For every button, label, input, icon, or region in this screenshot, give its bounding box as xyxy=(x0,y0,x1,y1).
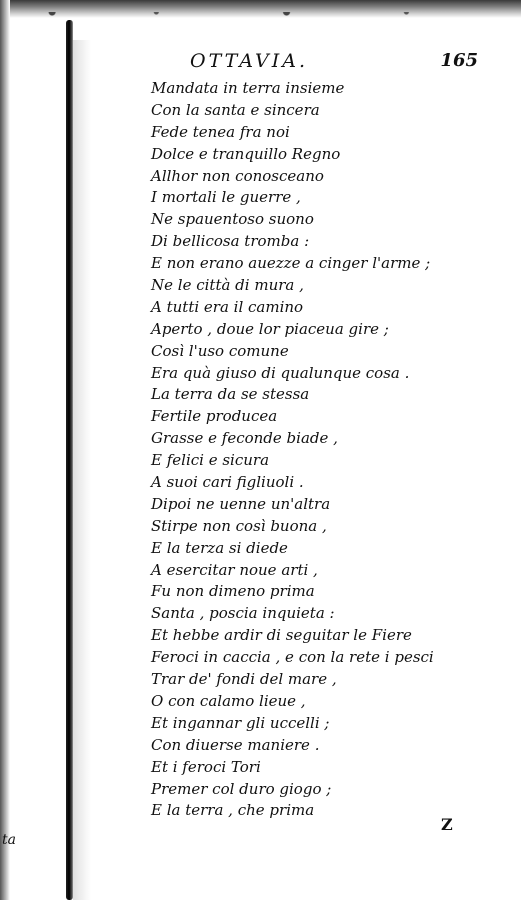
signature-mark: Z xyxy=(441,815,453,834)
gutter-shadow xyxy=(73,40,91,900)
verse-line: Feroci in caccia , e con la rete i pesci xyxy=(151,648,434,667)
verse-line: Così l'uso comune xyxy=(151,341,289,360)
verse-line: Ne spauentoso suono xyxy=(151,210,314,229)
verse-line: Et hebbe ardir di seguitar le Fiere xyxy=(151,626,412,645)
verse-line: Allhor non conosceano xyxy=(151,166,324,185)
verse-line: Di bellicosa tromba : xyxy=(151,232,310,251)
verse-line: Con la santa e sincera xyxy=(151,100,320,119)
verse-line: Era quà giuso di qualunque cosa . xyxy=(151,363,410,382)
verse-line: Dolce e tranquillo Regno xyxy=(151,144,341,163)
verse-line: O con calamo lieue , xyxy=(151,691,306,710)
verse-line: Fu non dimeno prima xyxy=(151,582,315,601)
running-head: OTTAVIA. xyxy=(190,50,308,72)
verse-line: Trar de' fondi del mare , xyxy=(151,670,337,689)
facing-page-text-fragment: ta xyxy=(2,832,16,848)
verse-line: Premer col duro giogo ; xyxy=(151,779,332,798)
verse-line: E la terza si diede xyxy=(151,538,288,557)
verse-line: A tutti era il camino xyxy=(151,297,304,316)
verse-line: Dipoi ne uenne un'altra xyxy=(151,494,331,513)
verse-line: Grasse e feconde biade , xyxy=(151,429,338,448)
verse-line: Fertile producea xyxy=(151,407,278,426)
verse-line: Fede tenea fra noi xyxy=(151,122,290,141)
verse-line: I mortali le guerre , xyxy=(151,188,301,207)
verse-line: A suoi cari figliuoli . xyxy=(151,473,304,492)
verse-line: Aperto , doue lor piaceua gire ; xyxy=(151,319,389,338)
verse-line: Santa , poscia inquieta : xyxy=(151,604,335,623)
verse-line: Stirpe non così buona , xyxy=(151,516,327,535)
page-header xyxy=(150,50,480,80)
verse-line: Ne le città di mura , xyxy=(151,276,304,295)
verse-line: E la terra , che prima xyxy=(151,801,315,820)
book-gutter xyxy=(66,20,73,900)
verse-line: Et ingannar gli uccelli ; xyxy=(151,713,330,732)
page-top-torn-edge xyxy=(0,12,521,20)
facing-page-edge xyxy=(0,0,10,900)
verse-line: Mandata in terra insieme xyxy=(151,79,345,97)
verse-line: Et i feroci Tori xyxy=(151,757,261,776)
verse-line: La terra da se stessa xyxy=(151,385,310,404)
verse-line: Con diuerse maniere . xyxy=(151,735,320,754)
verse-line: A esercitar noue arti , xyxy=(151,560,318,579)
verse-line: E felici e sicura xyxy=(151,451,270,470)
page-number: 165 xyxy=(440,50,478,71)
verse-line: E non erano auezze a cinger l'arme ; xyxy=(151,254,431,273)
verse-block xyxy=(151,78,434,822)
